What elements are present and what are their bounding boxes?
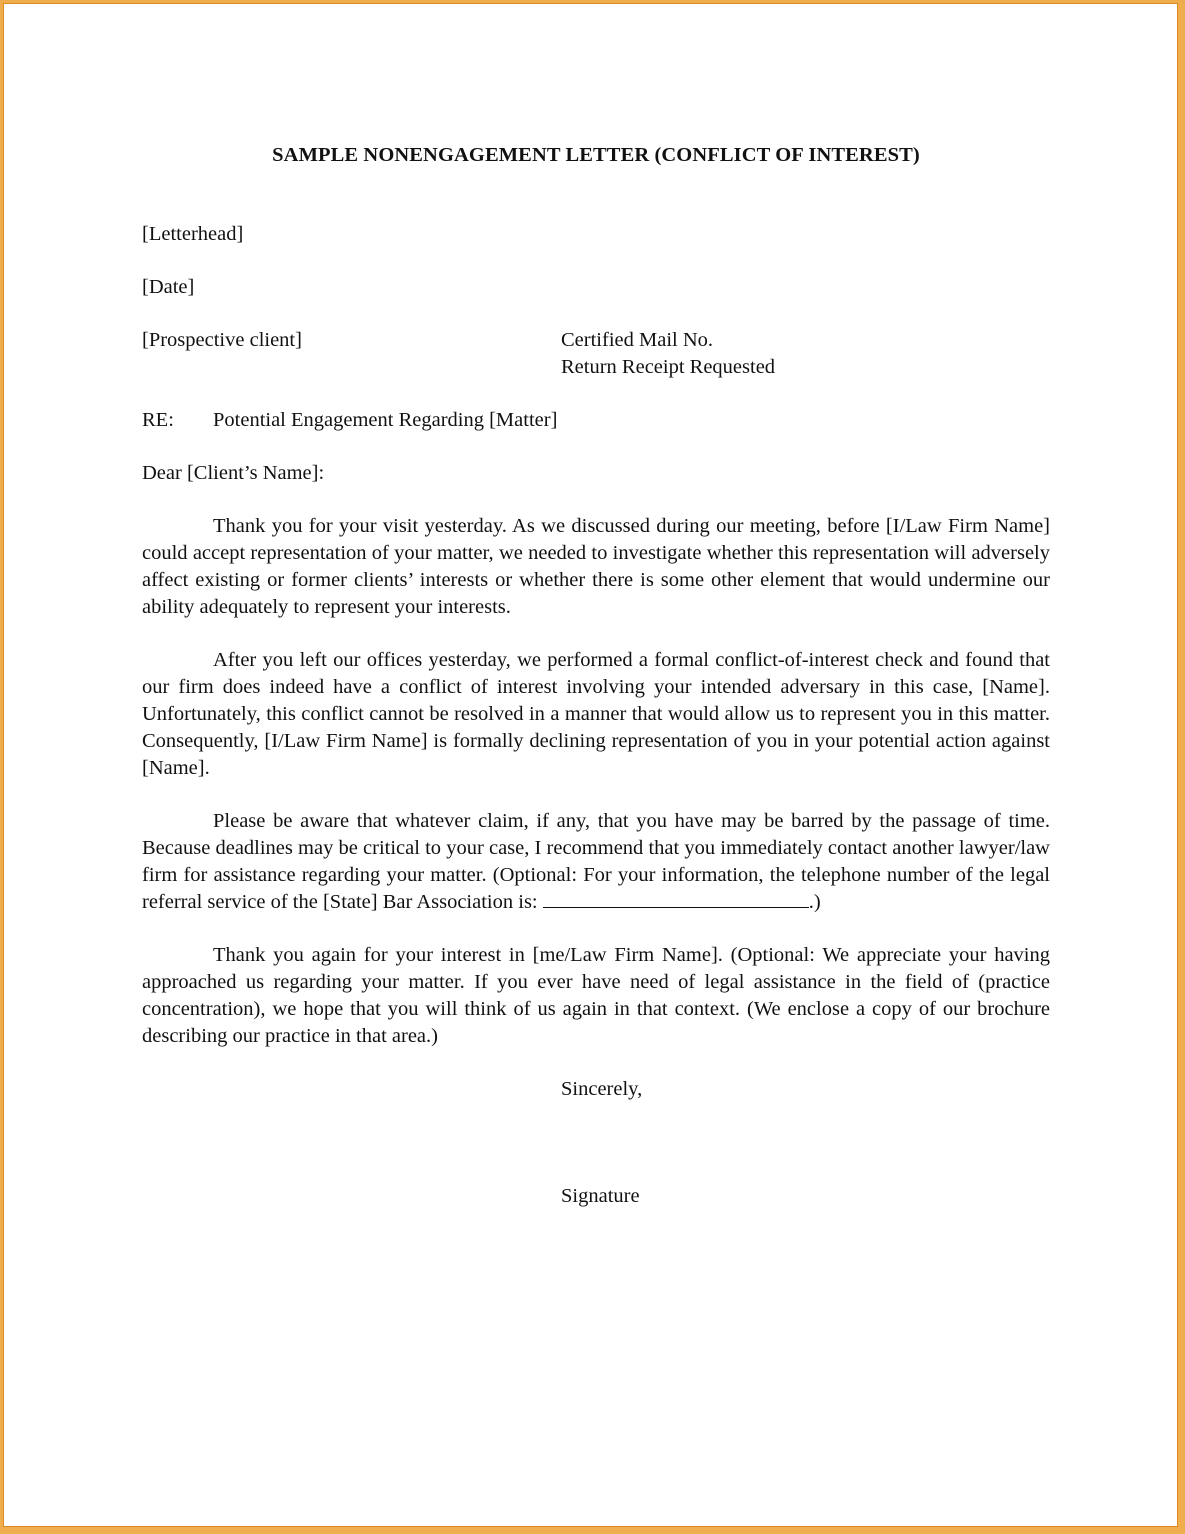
subject-line: [142, 407, 1050, 434]
letter-body: [142, 142, 1050, 1210]
subject-text: Potential Engagement Regarding [Matter]: [213, 409, 558, 431]
paragraph-2: After you left our offices yesterday, we performed a formal conflict-of-interest check and found that our firm does indeed have a conflict of interest involving your intended adversary in this case, [Name]. Unfortunately, this conflict cannot be resolved in a manner that would allow us to represent you in this matter. Consequently, [I/Law Firm Name] is formally declining representation of you in your potential action against [Name].: [142, 649, 1050, 779]
paragraph-4: Thank you again for your interest in [me/Law Firm Name]. (Optional: We appreciate your having approached us regarding your matter. If you ever have need of legal assistance in the field of (practice concentration), we hope that you will think of us again in that context. (We enclose a copy of our brochure describing our practice in that area.): [142, 944, 1050, 1047]
mailing-notice: [561, 327, 775, 381]
closing: Sincerely,: [561, 1078, 643, 1100]
paragraph-3-end: .): [808, 891, 821, 913]
paragraph-3: [142, 808, 1050, 916]
recipient-placeholder: [Prospective client]: [142, 329, 302, 351]
document-page: [3, 3, 1178, 1527]
signature-placeholder: Signature: [561, 1185, 640, 1207]
certified-mail-line: Certified Mail No.: [561, 329, 714, 351]
paragraph-1: Thank you for your visit yesterday. As we discussed during our meeting, before [I/Law Firm Name] could accept representation of your matter, we needed to investigate whether this representation will adversely affect existing or former clients’ interests or whether there is some other element that would undermine our ability adequately to represent your interests.: [142, 515, 1050, 618]
phone-number-blank: [543, 889, 809, 908]
letter-title: SAMPLE NONENGAGEMENT LETTER (CONFLICT OF INTEREST): [272, 144, 920, 166]
address-block: [142, 327, 1050, 381]
letterhead-placeholder: [Letterhead]: [142, 223, 244, 245]
date-placeholder: [Date]: [142, 276, 195, 298]
subject-label: RE:: [142, 409, 174, 431]
return-receipt-line: Return Receipt Requested: [561, 356, 776, 378]
paragraph-3-text: Please be aware that whatever claim, if any, that you have may be barred by the passage of time. Because deadlines may be critical to your case, I recommend that you immediately contact another lawyer/law firm for assistance regarding your matter. (Optional: For your information, the telephone number of the legal referral service of the [State] Bar Association is:: [142, 810, 1050, 913]
salutation: Dear [Client’s Name]:: [142, 462, 325, 484]
